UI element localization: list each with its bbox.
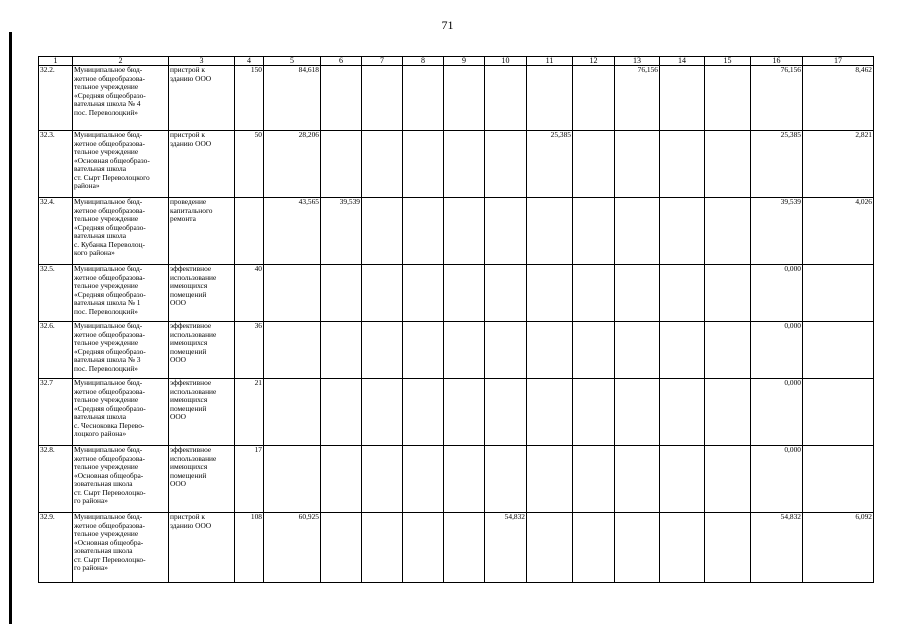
value-cell: 6,092 [803,513,874,583]
value-cell: 84,618 [264,66,321,131]
value-cell [705,513,751,583]
column-header-15: 15 [705,57,751,66]
value-cell [485,322,527,379]
value-cell [527,66,573,131]
value-cell [705,379,751,446]
value-cell [403,322,444,379]
value-cell [321,513,362,583]
value-cell [573,379,615,446]
row-index-cell: 32.2. [39,66,73,131]
column-header-2: 2 [73,57,169,66]
value-cell [444,322,485,379]
value-cell: 39,539 [321,198,362,265]
column-header-17: 17 [803,57,874,66]
value-cell [321,322,362,379]
value-cell: 4,026 [803,198,874,265]
value-cell [527,446,573,513]
row-index-cell: 32.6. [39,322,73,379]
value-cell [444,513,485,583]
value-cell [485,66,527,131]
table-row [39,265,874,322]
column-header-5: 5 [264,57,321,66]
data-table [38,56,874,583]
table-row [39,513,874,583]
value-cell: 36 [235,322,264,379]
action-cell: проведение капитального ремонта [169,198,235,265]
column-header-1: 1 [39,57,73,66]
column-header-11: 11 [527,57,573,66]
value-cell [403,446,444,513]
value-cell: 25,385 [527,131,573,198]
column-header-4: 4 [235,57,264,66]
value-cell [362,131,403,198]
row-index-cell: 32.9. [39,513,73,583]
value-cell: 2,821 [803,131,874,198]
value-cell [660,131,705,198]
value-cell [660,446,705,513]
value-cell [403,513,444,583]
value-cell [660,513,705,583]
value-cell [235,198,264,265]
value-cell [264,322,321,379]
column-header-8: 8 [403,57,444,66]
value-cell [444,379,485,446]
value-cell [573,446,615,513]
value-cell [403,198,444,265]
value-cell: 54,832 [485,513,527,583]
value-cell [573,198,615,265]
value-cell: 8,462 [803,66,874,131]
value-cell [403,379,444,446]
column-header-10: 10 [485,57,527,66]
value-cell: 17 [235,446,264,513]
table-row [39,322,874,379]
value-cell [444,198,485,265]
value-cell [527,265,573,322]
value-cell [362,265,403,322]
institution-name-cell: Муниципальное бюд- жетное общеобразова- тельное учреждение «Основная общеобра- зовательная школа ст. Сырт Переволоцко- го района» [73,513,169,583]
value-cell: 54,832 [751,513,803,583]
value-cell: 0,000 [751,265,803,322]
value-cell [527,198,573,265]
value-cell [444,446,485,513]
value-cell [803,265,874,322]
value-cell [321,446,362,513]
value-cell: 60,925 [264,513,321,583]
value-cell [362,322,403,379]
column-header-6: 6 [321,57,362,66]
value-cell [615,198,660,265]
value-cell [264,265,321,322]
action-cell: эффективное использование имеющихся помещений ООО [169,322,235,379]
value-cell: 21 [235,379,264,446]
value-cell [321,379,362,446]
page-margin-rule [9,32,12,624]
value-cell [485,379,527,446]
value-cell [264,446,321,513]
value-cell [615,322,660,379]
value-cell: 76,156 [751,66,803,131]
value-cell [705,66,751,131]
value-cell [573,131,615,198]
value-cell [615,379,660,446]
value-cell [403,131,444,198]
column-header-12: 12 [573,57,615,66]
column-header-9: 9 [444,57,485,66]
column-header-16: 16 [751,57,803,66]
value-cell [573,66,615,131]
table-row [39,379,874,446]
value-cell [527,513,573,583]
value-cell [615,513,660,583]
value-cell [321,265,362,322]
row-index-cell: 32.5. [39,265,73,322]
value-cell: 150 [235,66,264,131]
value-cell: 28,206 [264,131,321,198]
value-cell [803,446,874,513]
institution-name-cell: Муниципальное бюд- жетное общеобразова- тельное учреждение «Средняя общеобразо- вательная школа № 3 пос. Переволоцкий» [73,322,169,379]
action-cell: пристрой к зданию ООО [169,66,235,131]
value-cell [615,131,660,198]
value-cell [527,379,573,446]
value-cell [485,265,527,322]
value-cell [573,265,615,322]
value-cell [362,198,403,265]
row-index-cell: 32.7 [39,379,73,446]
value-cell [362,379,403,446]
value-cell [705,265,751,322]
table-row [39,198,874,265]
institution-name-cell: Муниципальное бюд- жетное общеобразова- тельное учреждение «Средняя общеобразо- вательная школа № 1 пос. Переволоцкий» [73,265,169,322]
value-cell [705,446,751,513]
table-row [39,446,874,513]
column-header-13: 13 [615,57,660,66]
page-number: 71 [441,18,454,32]
table-header-row [39,57,874,66]
value-cell [705,131,751,198]
value-cell [615,265,660,322]
value-cell [485,446,527,513]
action-cell: пристрой к зданию ООО [169,513,235,583]
institution-name-cell: Муниципальное бюд- жетное общеобразова- тельное учреждение «Средняя общеобразо- вательная школа с. Чесноковка Перево- лоцкого района» [73,379,169,446]
value-cell: 43,565 [264,198,321,265]
value-cell: 25,385 [751,131,803,198]
value-cell [362,513,403,583]
value-cell [573,322,615,379]
value-cell [527,322,573,379]
row-index-cell: 32.4. [39,198,73,265]
value-cell: 50 [235,131,264,198]
action-cell: эффективное использование имеющихся помещений ООО [169,265,235,322]
value-cell [403,66,444,131]
action-cell: эффективное использование имеющихся помещений ООО [169,379,235,446]
table-row [39,131,874,198]
value-cell [615,446,660,513]
value-cell [660,198,705,265]
value-cell [264,379,321,446]
column-header-7: 7 [362,57,403,66]
column-header-14: 14 [660,57,705,66]
value-cell [803,322,874,379]
row-index-cell: 32.8. [39,446,73,513]
value-cell: 40 [235,265,264,322]
row-index-cell: 32.3. [39,131,73,198]
value-cell [444,66,485,131]
value-cell [660,379,705,446]
value-cell [485,198,527,265]
value-cell [705,198,751,265]
value-cell [362,446,403,513]
institution-name-cell: Муниципальное бюд- жетное общеобразова- тельное учреждение «Основная общеобра- зовательная школа ст. Сырт Переволоцко- го района» [73,446,169,513]
value-cell [803,379,874,446]
value-cell: 76,156 [615,66,660,131]
value-cell: 0,000 [751,379,803,446]
value-cell: 0,000 [751,446,803,513]
institution-name-cell: Муниципальное бюд- жетное общеобразова- тельное учреждение «Основная общеобразо- вательная школа ст. Сырт Переволоцкого района» [73,131,169,198]
value-cell [321,131,362,198]
value-cell [660,66,705,131]
value-cell [573,513,615,583]
value-cell: 39,539 [751,198,803,265]
value-cell: 108 [235,513,264,583]
value-cell [403,265,444,322]
table-row [39,66,874,131]
value-cell [444,131,485,198]
value-cell: 0,000 [751,322,803,379]
value-cell [660,265,705,322]
value-cell [444,265,485,322]
value-cell [705,322,751,379]
institution-name-cell: Муниципальное бюд- жетное общеобразова- тельное учреждение «Средняя общеобразо- вательная школа № 4 пос. Переволоцкий» [73,66,169,131]
value-cell [362,66,403,131]
column-header-3: 3 [169,57,235,66]
action-cell: эффективное использование имеющихся помещений ООО [169,446,235,513]
value-cell [660,322,705,379]
action-cell: пристрой к зданию ООО [169,131,235,198]
value-cell [485,131,527,198]
value-cell [321,66,362,131]
institution-name-cell: Муниципальное бюд- жетное общеобразова- тельное учреждение «Средняя общеобразо- вательная школа с. Кубанка Переволоц- кого района» [73,198,169,265]
